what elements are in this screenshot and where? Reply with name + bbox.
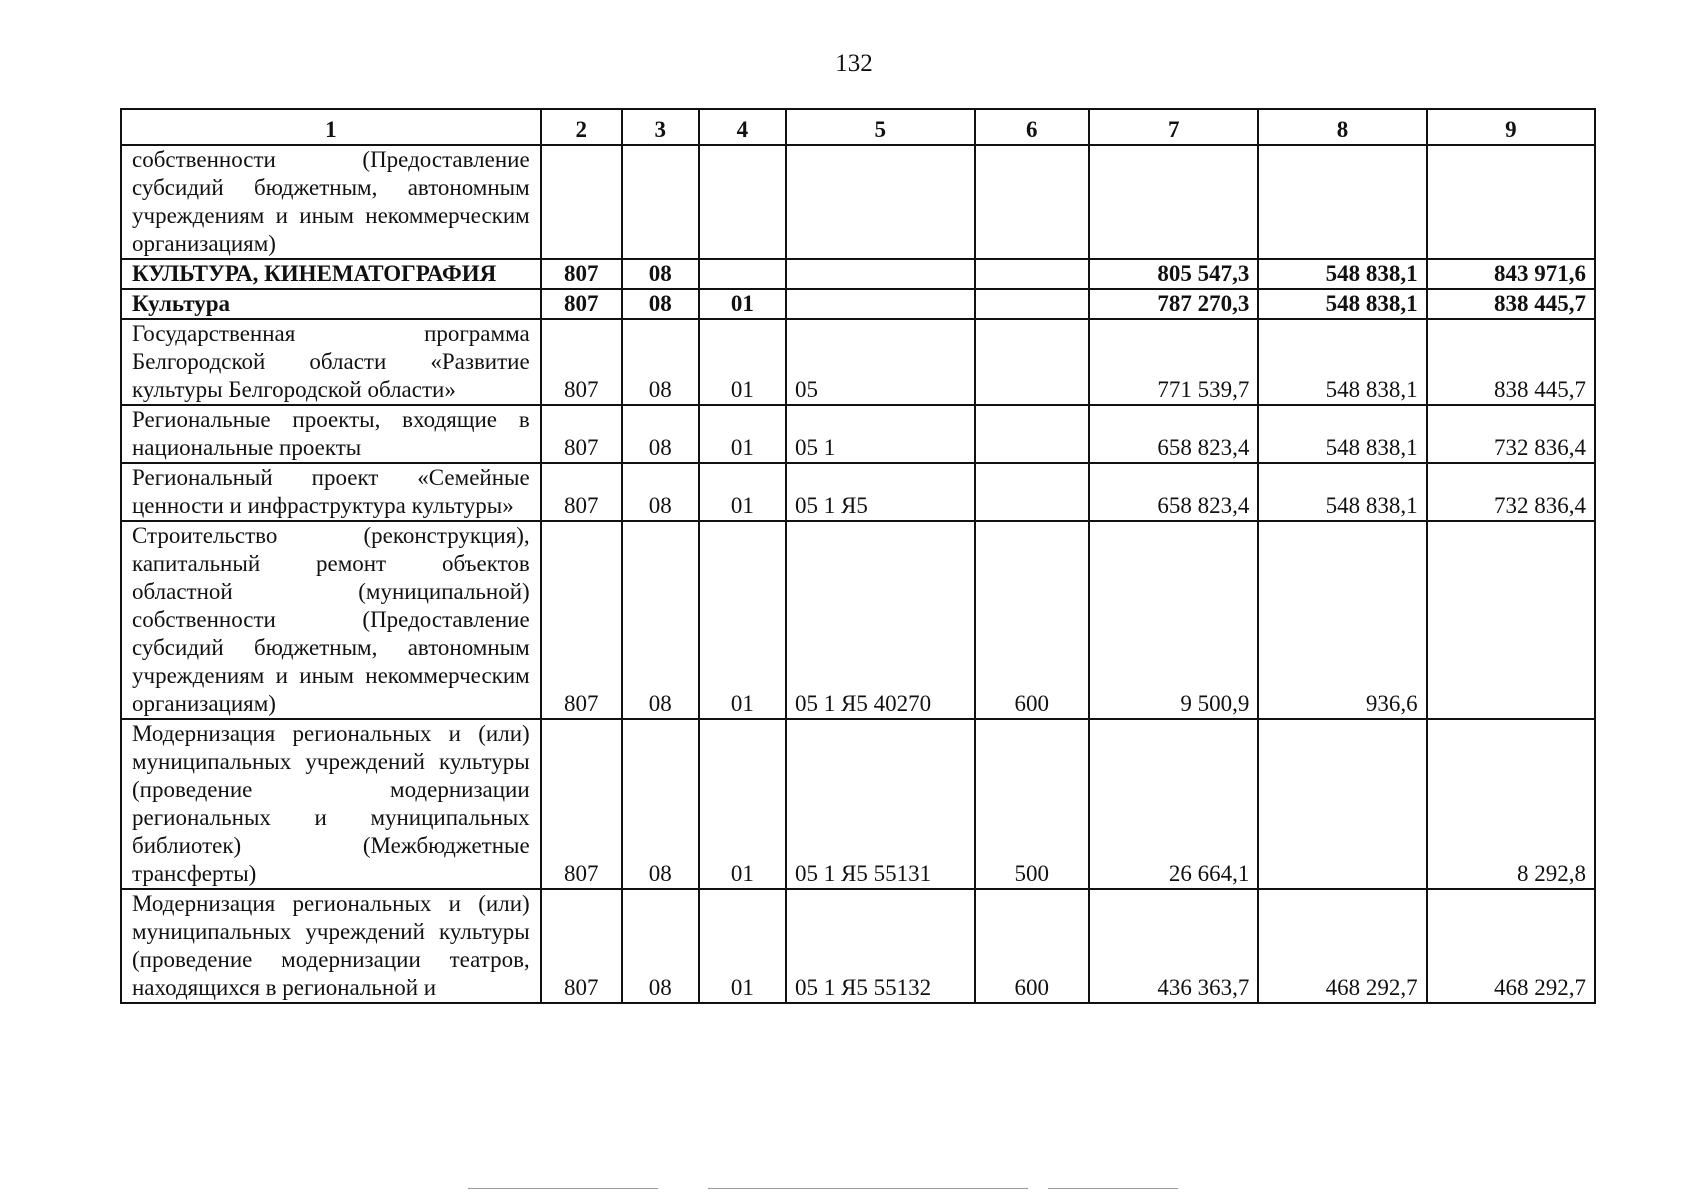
- cell-col-5: 05 1 Я5 55132: [786, 889, 975, 1003]
- cell-col-8: 548 838,1: [1258, 319, 1426, 405]
- cell-col-5: 05 1 Я5: [786, 463, 975, 521]
- cell-col-2: [541, 145, 622, 259]
- cell-col-5: 05: [786, 319, 975, 405]
- cell-col-3: 08: [622, 405, 699, 463]
- row-description: КУЛЬТУРА, КИНЕМАТОГРАФИЯ: [121, 259, 541, 289]
- cell-col-9: 838 445,7: [1427, 319, 1595, 405]
- cell-col-4: 01: [699, 289, 786, 319]
- cell-col-6: 600: [975, 521, 1090, 719]
- cell-col-5: 05 1: [786, 405, 975, 463]
- cell-col-9: [1427, 145, 1595, 259]
- cell-col-3: 08: [622, 289, 699, 319]
- column-header: 8: [1258, 109, 1426, 145]
- cell-col-3: 08: [622, 521, 699, 719]
- cell-col-6: 500: [975, 719, 1090, 889]
- cell-col-3: 08: [622, 319, 699, 405]
- cell-col-8: 468 292,7: [1258, 889, 1426, 1003]
- table-row: [121, 463, 1595, 521]
- cell-col-6: [975, 289, 1090, 319]
- row-description: Модернизация региональных и (или) муниципальных учреждений культуры (проведение модернизации региональных и муниципальных библиотек) (Межбюджетные трансферты): [121, 719, 541, 889]
- cell-col-4: 01: [699, 463, 786, 521]
- cell-col-8: 936,6: [1258, 521, 1426, 719]
- column-header: 2: [541, 109, 622, 145]
- cell-col-4: 01: [699, 319, 786, 405]
- column-header: 5: [786, 109, 975, 145]
- row-description: Региональный проект «Семейные ценности и инфраструктура культуры»: [121, 463, 541, 521]
- cell-col-4: 01: [699, 405, 786, 463]
- table-row: [121, 719, 1595, 889]
- table-row: [121, 145, 1595, 259]
- cell-col-3: 08: [622, 889, 699, 1003]
- table-row: [121, 319, 1595, 405]
- cell-col-9: 468 292,7: [1427, 889, 1595, 1003]
- cell-col-9: [1427, 521, 1595, 719]
- cell-col-8: 548 838,1: [1258, 405, 1426, 463]
- cell-col-2: 807: [541, 521, 622, 719]
- header-row: [121, 109, 1595, 145]
- cell-col-4: 01: [699, 521, 786, 719]
- cell-col-4: 01: [699, 719, 786, 889]
- cell-col-7: 436 363,7: [1089, 889, 1258, 1003]
- cell-col-2: 807: [541, 463, 622, 521]
- cell-col-2: 807: [541, 889, 622, 1003]
- table-row: [121, 521, 1595, 719]
- cell-col-7: 805 547,3: [1089, 259, 1258, 289]
- cell-col-8: 548 838,1: [1258, 289, 1426, 319]
- cell-col-6: 600: [975, 889, 1090, 1003]
- cell-col-5: [786, 259, 975, 289]
- cell-col-7: [1089, 145, 1258, 259]
- column-header: 1: [121, 109, 541, 145]
- column-header: 6: [975, 109, 1090, 145]
- cell-col-3: 08: [622, 719, 699, 889]
- cell-col-9: 843 971,6: [1427, 259, 1595, 289]
- cell-col-3: 08: [622, 259, 699, 289]
- row-description: Культура: [121, 289, 541, 319]
- column-header: 3: [622, 109, 699, 145]
- cell-col-5: [786, 145, 975, 259]
- cell-col-6: [975, 145, 1090, 259]
- cell-col-6: [975, 405, 1090, 463]
- cell-col-2: 807: [541, 289, 622, 319]
- row-description: Региональные проекты, входящие в национальные проекты: [121, 405, 541, 463]
- footer-rule: [708, 1188, 1028, 1189]
- cell-col-3: 08: [622, 463, 699, 521]
- cell-col-4: 01: [699, 889, 786, 1003]
- column-header: 7: [1089, 109, 1258, 145]
- cell-col-8: [1258, 145, 1426, 259]
- cell-col-8: 548 838,1: [1258, 463, 1426, 521]
- row-description: Модернизация региональных и (или) муниципальных учреждений культуры (проведение модернизации театров, находящихся в региональной и: [121, 889, 541, 1003]
- cell-col-5: 05 1 Я5 55131: [786, 719, 975, 889]
- cell-col-6: [975, 463, 1090, 521]
- row-description: Государственная программа Белгородской области «Развитие культуры Белгородской области»: [121, 319, 541, 405]
- cell-col-7: 26 664,1: [1089, 719, 1258, 889]
- cell-col-7: 658 823,4: [1089, 405, 1258, 463]
- column-header: 4: [699, 109, 786, 145]
- cell-col-3: [622, 145, 699, 259]
- cell-col-2: 807: [541, 259, 622, 289]
- table-row: [121, 259, 1595, 289]
- row-description: собственности (Предоставление субсидий бюджетным, автономным учреждениям и иным некоммерческим организациям): [121, 145, 541, 259]
- row-description: Строительство (реконструкция), капитальный ремонт объектов областной (муниципальной) собственности (Предоставление субсидий бюджетным, автономным учреждениям и иным некоммерческим организациям): [121, 521, 541, 719]
- footer-rule: [468, 1188, 658, 1189]
- cell-col-5: [786, 289, 975, 319]
- page-number: 132: [835, 50, 873, 77]
- cell-col-7: 771 539,7: [1089, 319, 1258, 405]
- cell-col-6: [975, 319, 1090, 405]
- cell-col-4: [699, 145, 786, 259]
- cell-col-7: 9 500,9: [1089, 521, 1258, 719]
- table-row: [121, 289, 1595, 319]
- table-body: [121, 109, 1595, 1003]
- cell-col-2: 807: [541, 719, 622, 889]
- cell-col-9: 732 836,4: [1427, 463, 1595, 521]
- column-header: 9: [1427, 109, 1595, 145]
- cell-col-9: 8 292,8: [1427, 719, 1595, 889]
- cell-col-7: 787 270,3: [1089, 289, 1258, 319]
- footer-rule: [1048, 1188, 1178, 1189]
- cell-col-7: 658 823,4: [1089, 463, 1258, 521]
- cell-col-5: 05 1 Я5 40270: [786, 521, 975, 719]
- cell-col-8: [1258, 719, 1426, 889]
- table-row: [121, 405, 1595, 463]
- cell-col-9: 732 836,4: [1427, 405, 1595, 463]
- cell-col-6: [975, 259, 1090, 289]
- cell-col-2: 807: [541, 405, 622, 463]
- cell-col-4: [699, 259, 786, 289]
- budget-table: [120, 108, 1596, 1004]
- table-row: [121, 889, 1595, 1003]
- cell-col-9: 838 445,7: [1427, 289, 1595, 319]
- cell-col-8: 548 838,1: [1258, 259, 1426, 289]
- cell-col-2: 807: [541, 319, 622, 405]
